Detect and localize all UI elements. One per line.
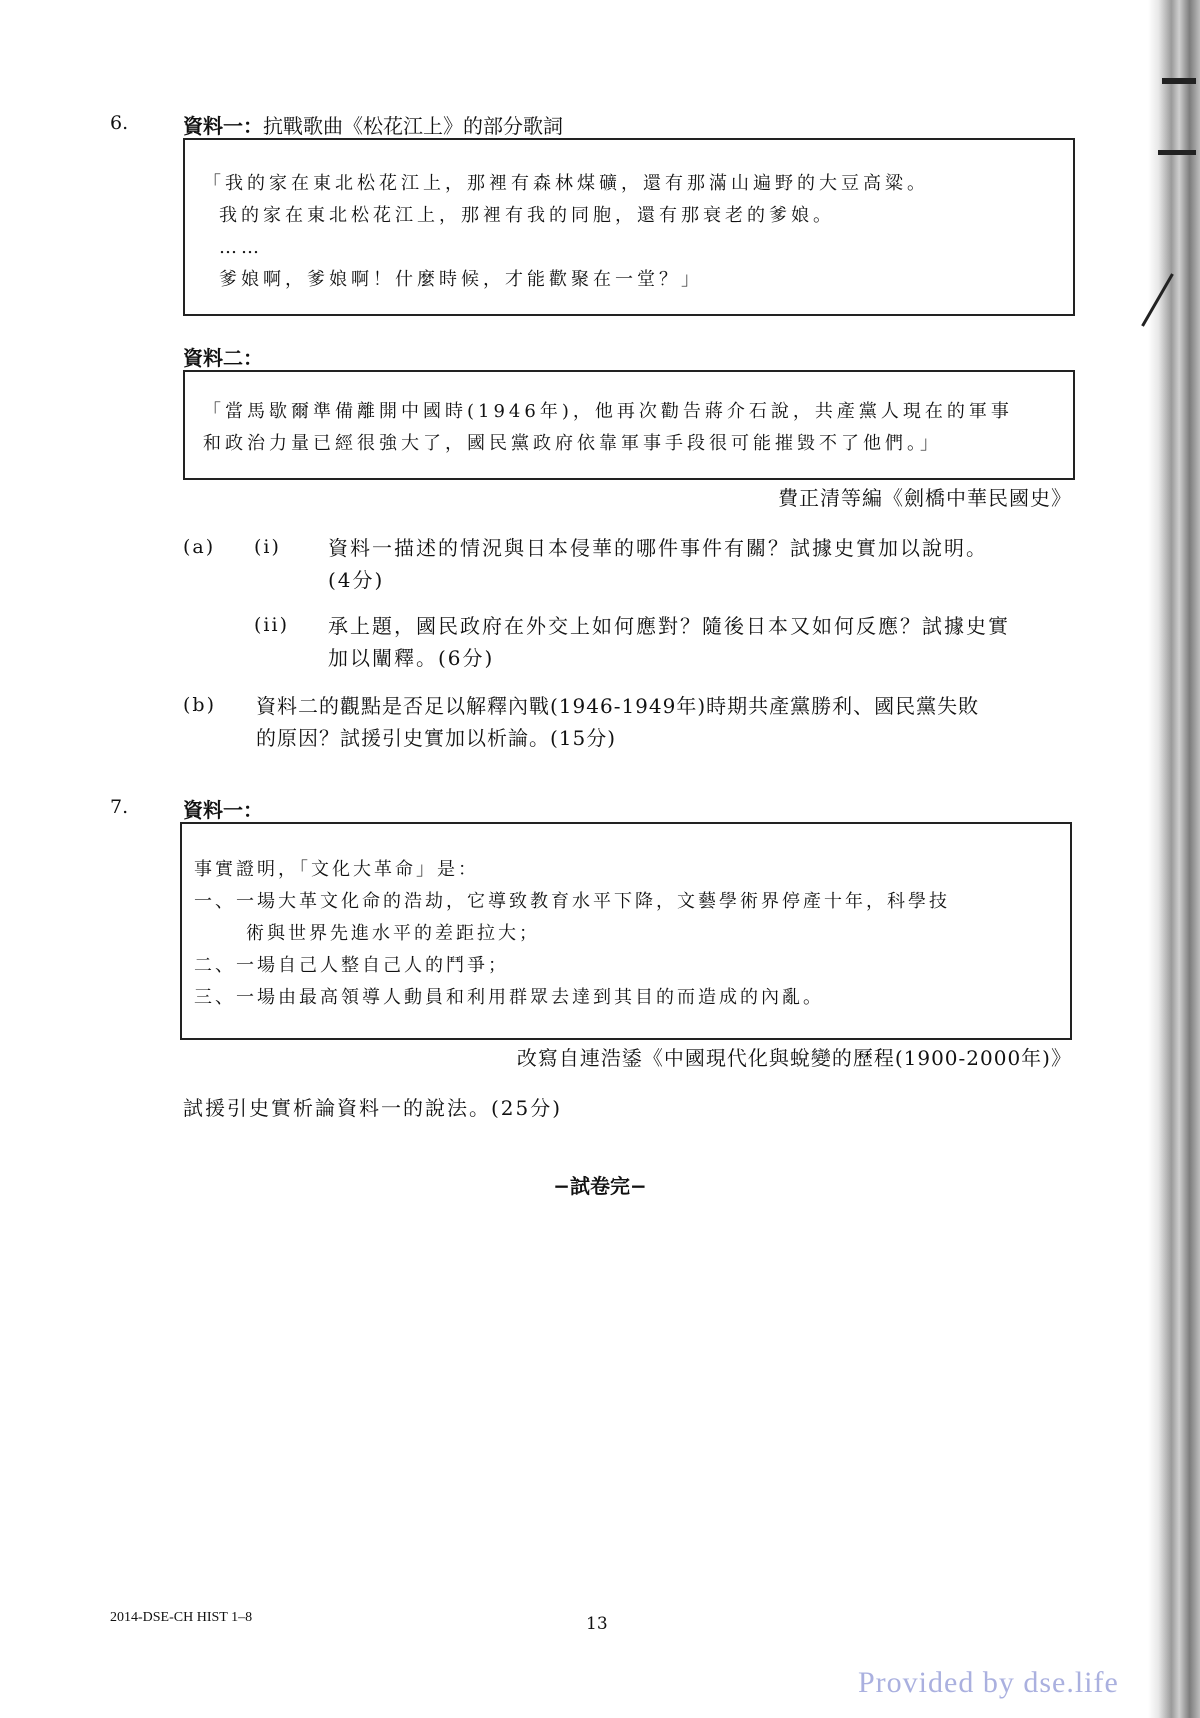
- q7-source1-line-5: 三、一場由最高領導人動員和利用群眾去達到其目的而造成的內亂。: [194, 987, 824, 1008]
- q6-source2-box: [183, 370, 1075, 480]
- q6-part-a-i-marks: (4分): [328, 568, 385, 592]
- q6-part-a-i-label: (i): [254, 536, 281, 558]
- q6-source1-line-3: ……: [219, 237, 263, 258]
- q7-source1-citation: 改寫自連浩鋈《中國現代化與蛻變的歷程(1900-2000年)》: [516, 1046, 1072, 1070]
- q7-question: 試援引史實析論資料一的說法。(25分): [183, 1096, 563, 1120]
- q6-source1-line-4: 爹娘啊，爹娘啊！什麼時候，才能歡聚在一堂？」: [219, 269, 703, 290]
- q7-source1-heading: [183, 794, 263, 823]
- scan-mark: [1158, 150, 1196, 155]
- page-number: 13: [586, 1614, 608, 1634]
- q6-part-b-text: [256, 690, 1096, 754]
- q7-source1-line-3: 術與世界先進水平的差距拉大；: [246, 923, 540, 944]
- q6-part-a-ii-label: (ii): [254, 614, 289, 636]
- q6-part-a-ii-line-1: 承上題，國民政府在外交上如何應對？隨後日本又如何反應？試據史實: [328, 614, 1010, 638]
- q6-part-b-line-2: 的原因？試援引史實加以析論。(15分): [256, 726, 617, 750]
- q6-source2-label: 資料二：: [183, 346, 263, 370]
- end-of-paper: −試卷完−: [553, 1174, 647, 1198]
- q7-source1-label: 資料一：: [183, 798, 263, 822]
- scan-mark: [1162, 78, 1196, 84]
- q6-part-b-line-1: 資料二的觀點是否足以解釋內戰(1946-1949年)時期共產黨勝利、國民黨失敗: [256, 694, 980, 718]
- q6-source2-line-2: 和政治力量已經很強大了，國民黨政府依靠軍事手段很可能摧毀不了他們。」: [203, 433, 942, 454]
- q6-source2-line-1: 「當馬歇爾準備離開中國時(1946年)，他再次勸告蔣介石說，共產黨人現在的軍事: [203, 401, 1013, 422]
- q6-part-a-i-text: [328, 532, 1088, 596]
- q6-part-b-label: (b): [183, 694, 216, 716]
- q6-source2-citation: 費正清等編《劍橋中華民國史》: [778, 486, 1072, 510]
- paper-code: 2014-DSE-CH HIST 1–8: [110, 1610, 253, 1625]
- watermark: Provided by dse.life: [858, 1666, 1119, 1699]
- q6-part-a-ii-line-2: 加以闡釋。(6分): [328, 646, 495, 670]
- q6-part-a-i-question: 資料一描述的情況與日本侵華的哪件事件有關？試據史實加以說明。: [328, 536, 988, 560]
- q6-source1-title: 抗戰歌曲《松花江上》的部分歌詞: [263, 114, 563, 138]
- q6-part-a-label: (a): [183, 536, 216, 558]
- q6-source1-line-1: 「我的家在東北松花江上，那裡有森林煤礦，還有那滿山遍野的大豆高粱。: [203, 173, 929, 194]
- q6-source1-heading: [183, 110, 563, 139]
- q6-source2-heading: [183, 342, 263, 371]
- question-7-number: 7.: [110, 796, 129, 818]
- q7-source1-box: [180, 822, 1072, 1040]
- q6-source1-line-2: 我的家在東北松花江上，那裡有我的同胞，還有那衰老的爹娘。: [219, 205, 835, 226]
- q7-source1-line-2: 一、一場大革文化命的浩劫，它導致教育水平下降，文藝學術界停產十年，科學技: [194, 891, 950, 912]
- question-6-number: 6.: [110, 112, 129, 134]
- q6-source1-label: 資料一：: [183, 114, 263, 138]
- scan-edge-shadow: [1148, 0, 1200, 1718]
- q7-source1-line-1: 事實證明，「文化大革命」是：: [194, 859, 479, 880]
- scan-mark: [1141, 273, 1174, 326]
- q6-source1-box: [183, 138, 1075, 316]
- q6-part-a-ii-text: [328, 610, 1088, 674]
- q7-source1-line-4: 二、一場自己人整自己人的鬥爭；: [194, 955, 509, 976]
